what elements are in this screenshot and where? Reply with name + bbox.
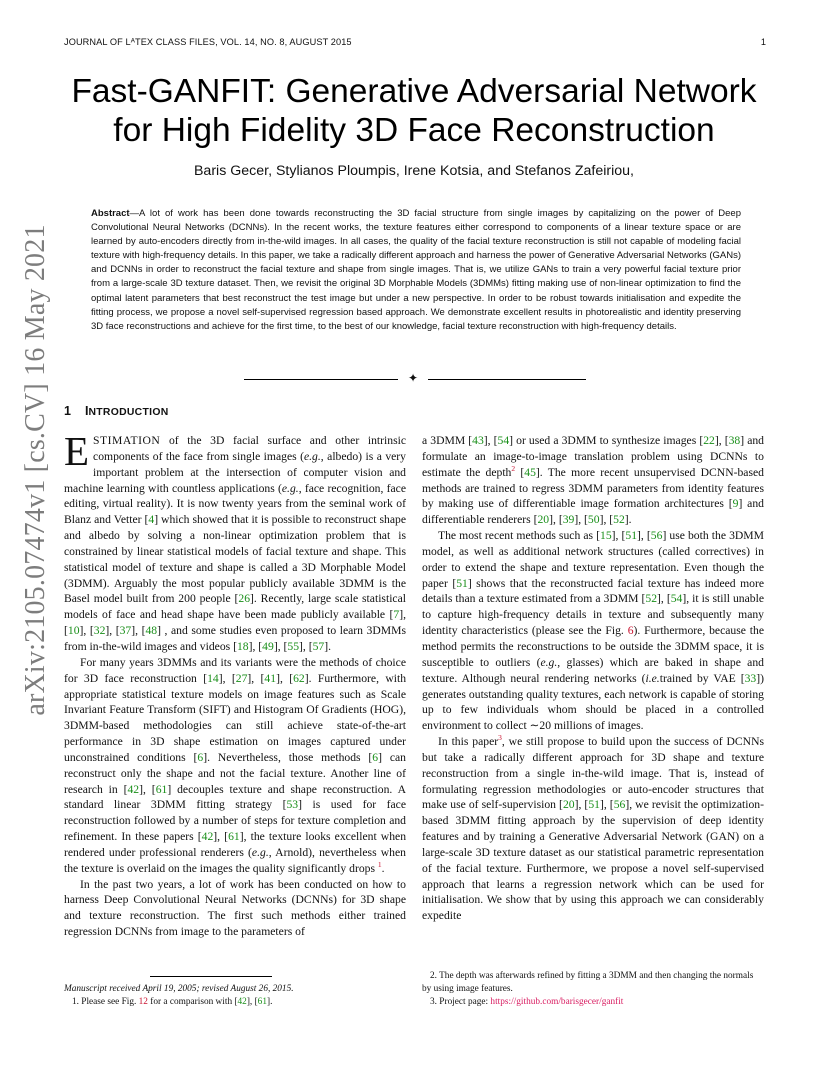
footnote-3: 3. Project page: https://github.com/barisgecer/ganfit xyxy=(430,997,624,1007)
abstract-label: Abstract xyxy=(91,208,130,219)
author-list: Baris Gecer, Stylianos Ploumpis, Irene Kotsia, and Stefanos Zafeiriou, xyxy=(193,163,635,179)
footnote-1: 1. Please see Fig. 12 for a comparison with [42], [61]. xyxy=(72,997,273,1007)
paragraph: a 3DMM [43], [54] or used a 3DMM to synthesize images [22], [38] and formulate an image-to-image translation problem using DCNNs to estimate the depth$^2$ [45]. The more recent unsupervised DCNN-based methods are trained to regress 3DMM parameters from identity features by making use of differentiable image formation architectures [9] and differentiable renderers [20], [39], [50], [52]. xyxy=(422,434,764,527)
abstract-text: —A lot of work has been done towards reconstructing the 3D facial structure from single images by capitalizing on the power of Deep Convolutional Neural Networks (DCNNs). In the recent works, the texture features either correspond to components of a linear texture space or are learned by auto-encoders directly from in-the-wild images. In all cases, the quality of the facial texture reconstruction is still not capable of modeling facial texture with high-frequency details. In this paper, we take a radically different approach and harness the power of Generative Adversarial Networks (GANs) and DCNNs in order to reconstruct the facial texture and shape from single images. That is, we utilize GANs to train a very powerful facial texture prior from a large-scale 3D texture dataset. Then, we revisit the original 3D Morphable Models (3DMMs) fitting making use of non-linear optimization to find the optimal latent parameters that best reconstruct the test image but under a new perspective. In order to be robust towards initialisation and expedite the fitting process, we propose a novel self-supervised regression based approach. We demonstrate excellent results in photorealistic and identity preserving 3D face reconstructions and achieve for the first time, to the best of our knowledge, facial texture reconstruction with high-frequency details. xyxy=(91,208,741,332)
running-head: JOURNAL OF LᴬTEX CLASS FILES, VOL. 14, NO. 8, AUGUST 2015 xyxy=(64,37,352,47)
section-divider xyxy=(244,372,586,386)
paragraph: For many years 3DMMs and its variants were the methods of choice for 3D face reconstruction [14], [27], [41], [62]. Furthermore, with appropriate statistical texture models on image features such as Scale Invariant Feature Transform (SIFT) and Histogram Of Gradients (HOG), 3DMM-based methodologies can still achieve state-of-the-art performance in 3D shape estimation on images captured under unconstrained conditions [6]. Nevertheless, those methods [6] can reconstruct only the shape and not the facial texture. Another line of research in [42], [61] decouples texture and shape reconstruction. A standard linear 3DMM fitting strategy [53] is used for face reconstruction followed by a number of steps for texture completion and refinement. In these papers [42], [61], the texture looks excellent when rendered under professional renderers (e.g., Arnold), nevertheless when the texture is overlaid on the images the quality significantly drops $^1$. xyxy=(64,655,407,875)
section-number: 1 xyxy=(64,404,71,418)
footnotes-left xyxy=(64,976,406,1009)
footnote-2: 2. The depth was afterwards refined by fitting a 3DMM and then changing the normals by using image features. xyxy=(422,971,754,994)
manuscript-note: Manuscript received April 19, 2005; revised August 26, 2015. xyxy=(64,984,294,994)
page-number: 1 xyxy=(760,37,766,47)
title-line-2: for High Fidelity 3D Face Reconstruction xyxy=(113,112,715,149)
drop-cap: E xyxy=(64,428,90,474)
body-column-left xyxy=(64,428,407,940)
title-line-1: Fast-GANFIT: Generative Adversarial Network xyxy=(71,73,757,110)
paragraph: In this paper$^3$, we still propose to build upon the success of DCNNs but take a radically different approach for 3D shape and texture reconstruction from a single in-the-wild image. That is, instead of formulating regression methodologies or auto-encoder structures that make use of self-supervision [20], [51], [56], we revisit the optimization-based 3DMM fitting approach by the supervision of deep identity features and by training a Generative Adversarial Network (GAN) on a large-scale 3D texture dataset as our statistical parametric representation of the facial texture. Furthermore, we propose a novel self-supervised approach that learns a regression network which can be used for initialisation. We show that by using this approach we can considerably expedite xyxy=(422,733,765,923)
paragraph: The most recent methods such as [15], [51], [56] use both the 3DMM model, as well as additional network structures (called correctives) in order to extend the shape and texture representation. Even though the paper [51] shows that the reconstructed facial texture has indeed more details than a texture estimated from a 3DMM [52], [54], it is still unable to capture high-frequency details in texture and subsequently many identity characteristics (please see the Fig. 6). Furthermore, because the method permits the reconstructions to be outside the 3DMM space, it is susceptible to outliers (e.g., glasses) which are baked in shape and texture. Although neural rendering networks (i.e.trained by VAE [33]) generates outstanding quality textures, each network is capable of storing up to few individuals whom should be placed in a controlled environment to collect ∼20 millions of images. xyxy=(422,529,765,733)
footnotes-right xyxy=(422,970,764,1009)
arxiv-stamp: arXiv:2105.07474v1 [cs.CV] 16 May 2021 xyxy=(20,224,51,716)
project-page-link[interactable]: https://github.com/barisgecer/ganfit xyxy=(490,997,624,1007)
footnote-rule xyxy=(150,976,272,977)
section-heading-introduction xyxy=(64,404,169,418)
paper-title xyxy=(64,72,764,150)
section-title-initial: I xyxy=(84,404,89,418)
abstract xyxy=(91,207,741,334)
body-column-right xyxy=(422,433,764,924)
divider-diamond-icon: ✦ xyxy=(408,371,419,385)
paragraph: ESTIMATION of the 3D facial surface and other intrinsic components of the face from single images (e.g., albedo) is a very important problem at the intersection of computer vision and machine learning with countless applications (e.g., face recognition, face editing, virtual reality). It is now twenty years from the seminal work of Blanz and Vetter [4] which showed that it is possible to reconstruct shape and albedo by solving a non-linear optimization problem that is constrained by linear statistical models of facial texture and shape. This statistical model of texture and shape is called a 3D Morphable Model (3DMM). Arguably the most popular publicly available 3DMM is the Basel model built from 200 people [26]. Recently, large scale statistical models of face and head shape have been made publicly available [7], [10], [32], [37], [48] , and some studies even proposed to learn 3DMMs from in-the-wild images and videos [18], [49], [55], [57]. xyxy=(64,428,406,653)
drop-cap-word: STIMATION xyxy=(93,434,161,447)
section-title-rest: NTRODUCTION xyxy=(88,407,169,418)
paragraph: In the past two years, a lot of work has been conducted on how to harness Deep Convolutional Neural Networks (DCNNs) for 3D shape and texture reconstruction. The first such methods either trained regression DCNNs from image to the parameters of xyxy=(64,877,406,939)
